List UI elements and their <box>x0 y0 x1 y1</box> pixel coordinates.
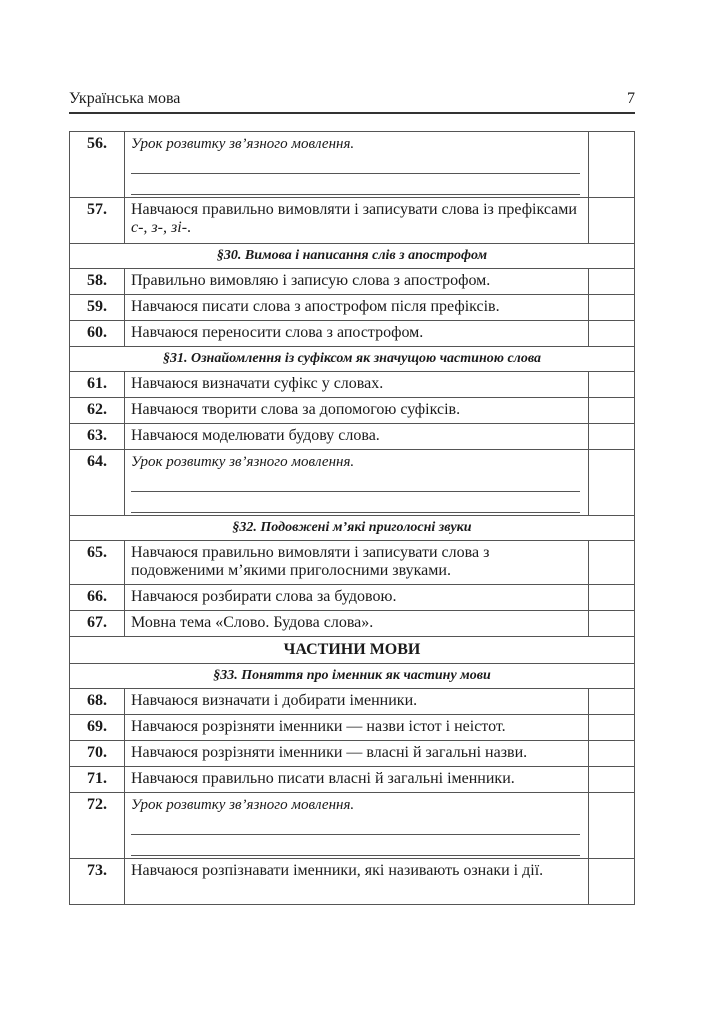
part-row <box>70 637 635 664</box>
row-text: Навчаюся визначати суфікс у словах. <box>125 372 589 398</box>
status-cell[interactable] <box>589 689 635 715</box>
row-number: 64. <box>70 450 125 516</box>
row-text <box>125 198 589 244</box>
section-row <box>70 516 635 541</box>
row-text: Навчаюся правильно писати власні й загальні іменники. <box>125 767 589 793</box>
status-cell[interactable] <box>589 541 635 585</box>
section-row <box>70 664 635 689</box>
status-cell[interactable] <box>589 450 635 516</box>
row-number: 60. <box>70 321 125 347</box>
status-cell[interactable] <box>589 715 635 741</box>
table-row <box>70 767 635 793</box>
row-text: Навчаюся розрізняти іменники — власні й загальні назви. <box>125 741 589 767</box>
status-cell[interactable] <box>589 767 635 793</box>
row-text-part: Навчаюся правильно вимовляти і записувати слова із префіксами <box>131 201 577 218</box>
row-number: 57. <box>70 198 125 244</box>
status-cell[interactable] <box>589 585 635 611</box>
table-row <box>70 793 635 859</box>
section-heading: §30. Вимова і написання слів з апострофом <box>70 244 635 269</box>
row-number: 58. <box>70 269 125 295</box>
row-text: Навчаюся розпізнавати іменники, які називають ознаки і дії. <box>125 859 589 905</box>
lesson-title: Урок розвитку зв’язного мовлення. <box>131 454 355 470</box>
table-row <box>70 859 635 905</box>
lesson-title: Урок розвитку зв’язного мовлення. <box>131 136 355 152</box>
table-row <box>70 715 635 741</box>
status-cell[interactable] <box>589 424 635 450</box>
writing-line <box>131 814 580 835</box>
row-number: 68. <box>70 689 125 715</box>
table-row <box>70 198 635 244</box>
status-cell[interactable] <box>589 321 635 347</box>
row-text: Навчаюся розбирати слова за будовою. <box>125 585 589 611</box>
section-heading: §31. Ознайомлення із суфіксом як значущою частиною слова <box>70 347 635 372</box>
row-number: 61. <box>70 372 125 398</box>
lesson-title: Урок розвитку зв’язного мовлення. <box>131 797 355 813</box>
table-row <box>70 611 635 637</box>
page-number: 7 <box>627 90 635 107</box>
row-number: 66. <box>70 585 125 611</box>
table-row <box>70 372 635 398</box>
row-number: 69. <box>70 715 125 741</box>
row-number: 72. <box>70 793 125 859</box>
row-text-end: . <box>187 219 192 236</box>
row-number: 70. <box>70 741 125 767</box>
status-cell[interactable] <box>589 398 635 424</box>
prefixes-text: с-, з-, зі- <box>131 219 188 236</box>
table-row <box>70 689 635 715</box>
row-text: Навчаюся творити слова за допомогою суфіксів. <box>125 398 589 424</box>
row-number: 63. <box>70 424 125 450</box>
table-row <box>70 321 635 347</box>
row-text: Навчаюся моделювати будову слова. <box>125 424 589 450</box>
row-number: 62. <box>70 398 125 424</box>
status-cell[interactable] <box>589 198 635 244</box>
writing-line <box>131 174 580 195</box>
row-number: 67. <box>70 611 125 637</box>
table-row <box>70 450 635 516</box>
row-text <box>125 793 589 859</box>
status-cell[interactable] <box>589 132 635 198</box>
status-cell[interactable] <box>589 372 635 398</box>
status-cell[interactable] <box>589 295 635 321</box>
section-row <box>70 347 635 372</box>
row-number: 73. <box>70 859 125 905</box>
row-number: 59. <box>70 295 125 321</box>
status-cell[interactable] <box>589 269 635 295</box>
lessons-table <box>69 131 635 905</box>
table-row <box>70 741 635 767</box>
row-number: 56. <box>70 132 125 198</box>
row-text <box>125 450 589 516</box>
writing-line <box>131 835 580 856</box>
row-number: 65. <box>70 541 125 585</box>
writing-line <box>131 492 580 513</box>
page-header <box>69 86 635 114</box>
table-row <box>70 295 635 321</box>
row-text: Навчаюся правильно вимовляти і записувати слова з подовженими м’якими приголосними звуками. <box>125 541 589 585</box>
row-number: 71. <box>70 767 125 793</box>
section-heading: §33. Поняття про іменник як частину мови <box>70 664 635 689</box>
table-row <box>70 132 635 198</box>
writing-line <box>131 471 580 492</box>
table-row <box>70 269 635 295</box>
status-cell[interactable] <box>589 741 635 767</box>
table-row <box>70 541 635 585</box>
row-text: Навчаюся переносити слова з апострофом. <box>125 321 589 347</box>
table-row <box>70 585 635 611</box>
table-row <box>70 424 635 450</box>
table-row <box>70 398 635 424</box>
row-text <box>125 132 589 198</box>
section-row <box>70 244 635 269</box>
row-text: Правильно вимовляю і записую слова з апострофом. <box>125 269 589 295</box>
row-text: Навчаюся писати слова з апострофом після префіксів. <box>125 295 589 321</box>
status-cell[interactable] <box>589 859 635 905</box>
writing-line <box>131 153 580 174</box>
row-text: Навчаюся визначати і добирати іменники. <box>125 689 589 715</box>
row-text: Навчаюся розрізняти іменники — назви істот і неістот. <box>125 715 589 741</box>
section-heading: §32. Подовжені м’які приголосні звуки <box>70 516 635 541</box>
status-cell[interactable] <box>589 793 635 859</box>
book-title: Українська мова <box>69 90 181 107</box>
row-text: Мовна тема «Слово. Будова слова». <box>125 611 589 637</box>
status-cell[interactable] <box>589 611 635 637</box>
part-heading: ЧАСТИНИ МОВИ <box>70 637 635 664</box>
